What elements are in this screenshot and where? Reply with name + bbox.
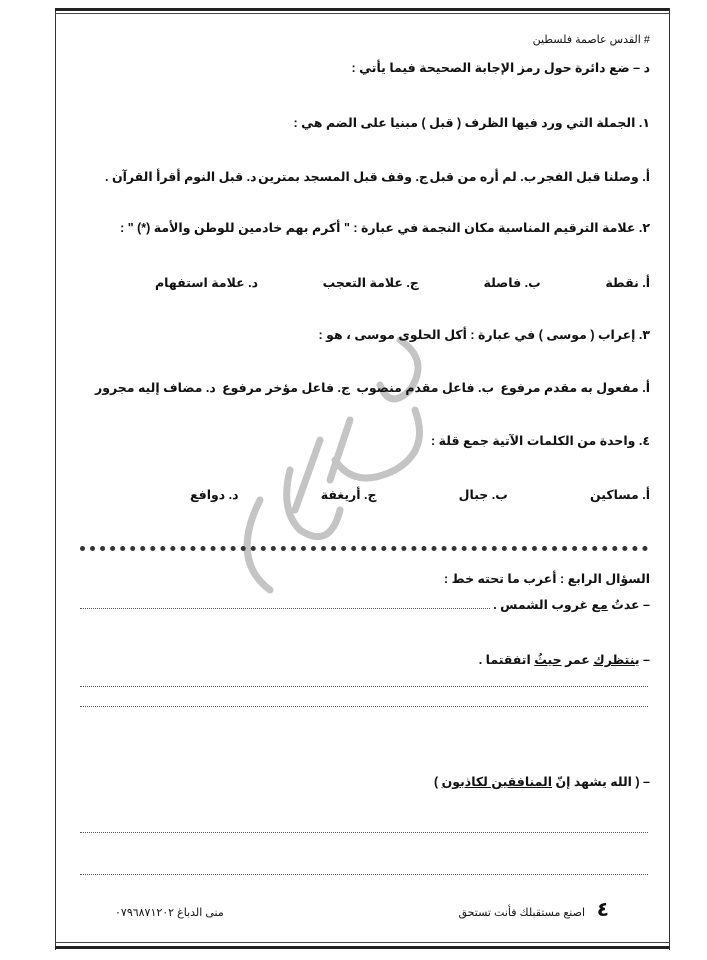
bottom-rule-thin bbox=[55, 942, 669, 943]
answer-line-4[interactable] bbox=[80, 832, 648, 833]
q1-option-b[interactable]: ب. لم أره من قبل bbox=[429, 170, 537, 184]
page-frame bbox=[55, 8, 670, 950]
top-rule bbox=[55, 8, 669, 11]
q2-option-b[interactable]: ب. فاصلة bbox=[483, 276, 541, 290]
q3-option-c[interactable]: ج. فاعل مؤخر مرفوع bbox=[222, 381, 351, 395]
text: غروب الشمس . bbox=[493, 598, 592, 612]
text: اتفقتما . bbox=[478, 653, 535, 667]
question-3: ٣. إعراب ( موسى ) في عبارة : أكل الحلوى موسى ، هو : bbox=[318, 328, 650, 342]
footer-author: منى الدباغ ٠٧٩٦٨٧١٢٠٢ bbox=[115, 907, 224, 919]
underlined-word: المنافقين لكاذبون bbox=[441, 775, 553, 789]
q4-section-title: السؤال الرابع : أعرب ما تحته خط : bbox=[444, 572, 650, 586]
text: – bbox=[639, 653, 650, 667]
q1-option-c[interactable]: ج. وقف قبل المسجد بمترين bbox=[258, 170, 428, 184]
q3-options bbox=[95, 380, 650, 396]
q2-options bbox=[155, 275, 650, 291]
answer-line-2[interactable] bbox=[80, 686, 648, 687]
text: – عدتُ bbox=[607, 598, 650, 612]
q4-option-b[interactable]: ب. جبال bbox=[458, 488, 508, 502]
top-rule-thin bbox=[55, 13, 669, 14]
q4-option-c[interactable]: ج. أريغفة bbox=[320, 488, 377, 502]
question-1: ١. الجملة التي ورد فيها الظرف ( قبل ) مبنيا على الضم هي : bbox=[293, 116, 650, 130]
q3-option-d[interactable]: د. مضاف إليه مجرور bbox=[95, 381, 216, 395]
q4-option-d[interactable]: د. دوافع bbox=[190, 488, 239, 502]
question-4: ٤. واحدة من الكلمات الآتية جمع قلة : bbox=[431, 434, 650, 448]
answer-line-1[interactable] bbox=[80, 608, 490, 609]
question-2: ٢. علامة الترقيم المناسبة مكان النجمة في عبارة : " أكرم بهم خادمين للوطن والأمة (*) " : bbox=[120, 221, 650, 235]
q2-option-a[interactable]: أ. نقطة bbox=[605, 276, 650, 290]
q1-options bbox=[105, 169, 650, 185]
answer-line-3[interactable] bbox=[80, 706, 648, 707]
q1-option-a[interactable]: أ. وصلنا قبل الفجر bbox=[537, 170, 650, 184]
header-tag: # القدس عاصمة فلسطين bbox=[532, 34, 650, 46]
underlined-word: ينتظرك bbox=[593, 653, 640, 667]
parse-item-3 bbox=[434, 774, 650, 790]
page-number: ٤ bbox=[596, 899, 609, 921]
section-separator bbox=[80, 546, 648, 551]
q2-option-c[interactable]: ج. علامة التعجب bbox=[322, 276, 419, 290]
q4-option-a[interactable]: أ. مساكين bbox=[589, 488, 650, 502]
q4-options bbox=[190, 487, 650, 503]
q3-option-a[interactable]: أ. مفعول به مقدم مرفوع bbox=[500, 381, 650, 395]
section-title: د – ضع دائرة حول رمز الإجابة الصحيحة فيما يأتي : bbox=[351, 61, 650, 75]
text: – ( الله يشهد إنّ bbox=[552, 775, 650, 789]
text: عمر bbox=[561, 653, 594, 667]
bottom-rule bbox=[55, 946, 669, 949]
underlined-word: حيثُ bbox=[534, 653, 562, 667]
parse-item-2 bbox=[479, 652, 650, 668]
q3-option-b[interactable]: ب. فاعل مقدم منصوب bbox=[356, 381, 495, 395]
footer-motto: اصنع مستقبلك فأنت تستحق bbox=[458, 907, 585, 919]
text: ) bbox=[433, 775, 442, 789]
parse-item-1 bbox=[493, 597, 650, 613]
answer-line-5[interactable] bbox=[80, 874, 648, 875]
q2-option-d[interactable]: د. علامة استفهام bbox=[155, 276, 258, 290]
underlined-word: مع bbox=[591, 598, 608, 612]
q1-option-d[interactable]: د. قبل النوم أقرأ القرآن . bbox=[105, 170, 257, 184]
